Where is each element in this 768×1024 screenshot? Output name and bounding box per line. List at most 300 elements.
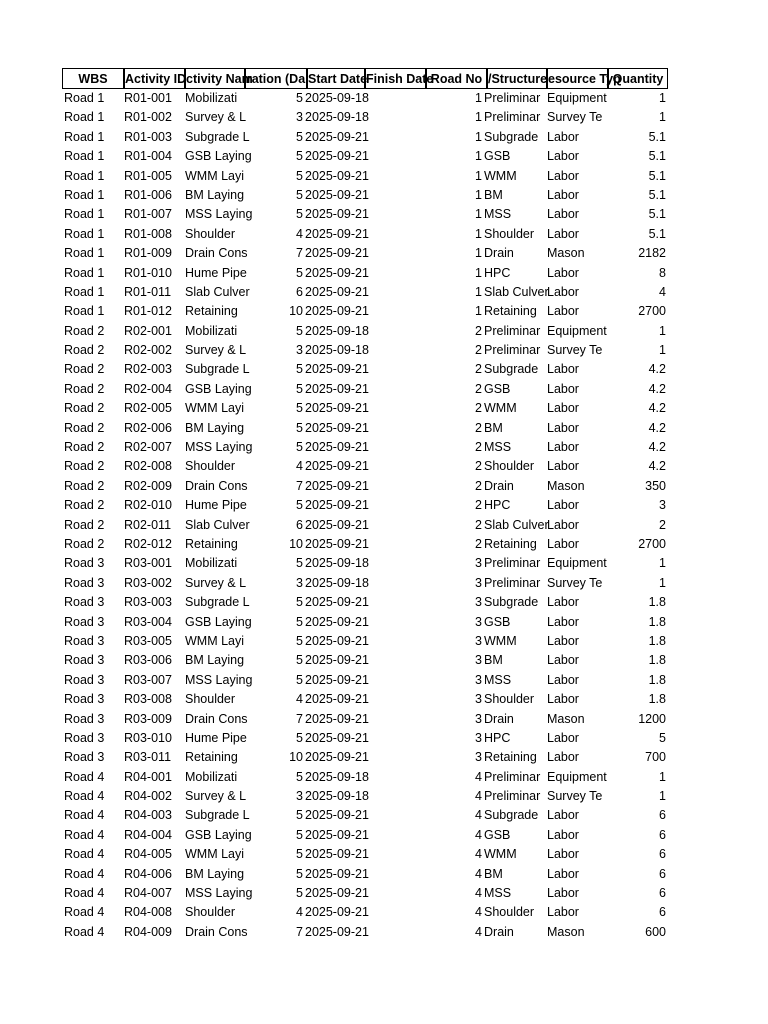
cell-activity-name[interactable]: Survey & L (185, 110, 247, 125)
cell-start-date[interactable]: 2025-09-21 (305, 284, 369, 299)
cell-activity-id[interactable]: R02-003 (124, 362, 172, 377)
cell-duration[interactable]: 4 (296, 459, 303, 474)
cell-duration[interactable]: 5 (296, 91, 303, 105)
cell-road-number[interactable]: 4 (475, 905, 482, 920)
cell-wbs[interactable]: Road 1 (64, 168, 105, 183)
cell-activity-name[interactable]: Mobilizati (185, 556, 238, 571)
cell-activity-id[interactable]: R02-009 (124, 478, 172, 493)
cell-resource-type[interactable]: Labor (547, 905, 579, 920)
cell-finish-date[interactable] (367, 593, 427, 612)
cell-activity-name[interactable]: Drain Cons (185, 711, 248, 726)
cell-resource-type[interactable]: Labor (547, 440, 579, 455)
cell-start-date[interactable]: 2025-09-18 (305, 556, 369, 571)
cell-wbs[interactable]: Road 4 (64, 886, 105, 901)
cell-wbs[interactable]: Road 1 (64, 110, 105, 125)
cell-structure[interactable]: Drain (484, 711, 514, 726)
cell-activity-name[interactable]: GSB Laying (185, 614, 252, 629)
cell-quantity[interactable]: 2700 (638, 536, 666, 551)
cell-start-date[interactable]: 2025-09-18 (305, 789, 369, 804)
cell-resource-type[interactable]: Survey Te (547, 343, 603, 358)
cell-structure[interactable]: HPC (484, 265, 511, 280)
cell-activity-name[interactable]: Mobilizati (185, 769, 238, 784)
cell-duration[interactable]: 5 (296, 265, 303, 280)
cell-road-number[interactable]: 2 (475, 323, 482, 338)
cell-resource-type[interactable]: Labor (547, 149, 579, 164)
cell-duration[interactable]: 5 (296, 381, 303, 396)
cell-resource-type[interactable]: Equipment (547, 769, 607, 784)
cell-activity-id[interactable]: R04-002 (124, 789, 172, 804)
cell-resource-type[interactable]: Mason (547, 246, 585, 261)
cell-activity-name[interactable]: Hume Pipe (185, 498, 247, 513)
cell-structure[interactable]: Retaining (484, 750, 537, 765)
cell-finish-date[interactable] (367, 826, 427, 845)
cell-duration[interactable]: 3 (296, 575, 303, 590)
cell-resource-type[interactable]: Labor (547, 401, 579, 416)
cell-quantity[interactable]: 1.8 (648, 692, 666, 707)
cell-wbs[interactable]: Road 3 (64, 692, 105, 707)
cell-quantity[interactable]: 4.2 (648, 362, 666, 377)
cell-start-date[interactable]: 2025-09-21 (305, 420, 369, 435)
cell-quantity[interactable]: 1 (659, 323, 666, 338)
cell-resource-type[interactable]: Labor (547, 420, 579, 435)
cell-resource-type[interactable]: Labor (547, 304, 579, 319)
cell-wbs[interactable]: Road 1 (64, 207, 105, 222)
cell-activity-id[interactable]: R02-008 (124, 459, 172, 474)
cell-activity-name[interactable]: Drain Cons (185, 924, 248, 939)
cell-resource-type[interactable]: Labor (547, 692, 579, 707)
cell-activity-name[interactable]: Shoulder (185, 692, 236, 707)
cell-road-number[interactable]: 1 (475, 168, 482, 183)
cell-activity-id[interactable]: R03-011 (124, 750, 172, 765)
cell-wbs[interactable]: Road 1 (64, 246, 105, 261)
cell-duration[interactable]: 5 (296, 730, 303, 745)
cell-road-number[interactable]: 3 (475, 750, 482, 765)
cell-start-date[interactable]: 2025-09-18 (305, 91, 369, 105)
cell-finish-date[interactable] (367, 147, 427, 166)
cell-road-number[interactable]: 1 (475, 207, 482, 222)
cell-quantity[interactable]: 5.1 (648, 168, 666, 183)
cell-road-number[interactable]: 3 (475, 730, 482, 745)
cell-activity-id[interactable]: R04-005 (124, 847, 172, 862)
cell-activity-id[interactable]: R02-012 (124, 536, 172, 551)
cell-resource-type[interactable]: Labor (547, 381, 579, 396)
cell-wbs[interactable]: Road 1 (64, 129, 105, 144)
cell-activity-name[interactable]: BM Laying (185, 187, 245, 202)
cell-start-date[interactable]: 2025-09-18 (305, 343, 369, 358)
cell-structure[interactable]: Subgrade (484, 362, 539, 377)
cell-duration[interactable]: 5 (296, 168, 303, 183)
cell-road-number[interactable]: 3 (475, 653, 482, 668)
cell-start-date[interactable]: 2025-09-18 (305, 323, 369, 338)
cell-quantity[interactable]: 3 (659, 498, 666, 513)
cell-quantity[interactable]: 1 (659, 91, 666, 105)
cell-structure[interactable]: GSB (484, 381, 511, 396)
cell-activity-id[interactable]: R02-006 (124, 420, 172, 435)
cell-start-date[interactable]: 2025-09-21 (305, 440, 369, 455)
cell-structure[interactable]: BM (484, 187, 503, 202)
cell-quantity[interactable]: 4.2 (648, 420, 666, 435)
cell-structure[interactable]: Slab Culver (484, 517, 549, 532)
cell-wbs[interactable]: Road 4 (64, 769, 105, 784)
header-wbs[interactable]: WBS (62, 68, 124, 89)
cell-activity-name[interactable]: Subgrade L (185, 362, 250, 377)
cell-activity-name[interactable]: Drain Cons (185, 246, 248, 261)
cell-structure[interactable]: BM (484, 866, 503, 881)
cell-activity-name[interactable]: MSS Laying (185, 886, 253, 901)
cell-quantity[interactable]: 600 (645, 924, 666, 939)
cell-road-number[interactable]: 1 (475, 265, 482, 280)
cell-quantity[interactable]: 1.8 (648, 653, 666, 668)
cell-wbs[interactable]: Road 3 (64, 633, 105, 648)
cell-quantity[interactable]: 1.8 (648, 633, 666, 648)
cell-finish-date[interactable] (367, 903, 427, 922)
cell-activity-id[interactable]: R04-006 (124, 866, 172, 881)
cell-activity-name[interactable]: BM Laying (185, 420, 245, 435)
cell-structure[interactable]: GSB (484, 149, 511, 164)
cell-structure[interactable]: HPC (484, 730, 511, 745)
cell-structure[interactable]: Drain (484, 246, 514, 261)
cell-road-number[interactable]: 1 (475, 226, 482, 241)
cell-activity-id[interactable]: R04-003 (124, 808, 172, 823)
cell-resource-type[interactable]: Labor (547, 536, 579, 551)
cell-activity-name[interactable]: Survey & L (185, 575, 247, 590)
cell-quantity[interactable]: 1.8 (648, 672, 666, 687)
cell-quantity[interactable]: 5.1 (648, 129, 666, 144)
cell-road-number[interactable]: 3 (475, 595, 482, 610)
cell-start-date[interactable]: 2025-09-21 (305, 750, 369, 765)
cell-start-date[interactable]: 2025-09-21 (305, 653, 369, 668)
cell-duration[interactable]: 5 (296, 808, 303, 823)
cell-structure[interactable]: Drain (484, 924, 514, 939)
cell-quantity[interactable]: 1 (659, 110, 666, 125)
cell-duration[interactable]: 5 (296, 556, 303, 571)
cell-quantity[interactable]: 1 (659, 556, 666, 571)
cell-duration[interactable]: 5 (296, 440, 303, 455)
cell-structure[interactable]: Shoulder (484, 459, 535, 474)
cell-quantity[interactable]: 700 (645, 750, 666, 765)
cell-wbs[interactable]: Road 2 (64, 343, 105, 358)
cell-quantity[interactable]: 1 (659, 789, 666, 804)
cell-structure[interactable]: BM (484, 653, 503, 668)
cell-start-date[interactable]: 2025-09-18 (305, 575, 369, 590)
cell-activity-name[interactable]: Subgrade L (185, 129, 250, 144)
cell-duration[interactable]: 7 (296, 246, 303, 261)
cell-resource-type[interactable]: Labor (547, 168, 579, 183)
cell-activity-name[interactable]: MSS Laying (185, 440, 253, 455)
cell-duration[interactable]: 4 (296, 226, 303, 241)
cell-road-number[interactable]: 4 (475, 886, 482, 901)
cell-road-number[interactable]: 2 (475, 517, 482, 532)
cell-finish-date[interactable] (367, 89, 427, 108)
cell-finish-date[interactable] (367, 477, 427, 496)
cell-resource-type[interactable]: Labor (547, 362, 579, 377)
cell-activity-name[interactable]: Shoulder (185, 905, 236, 920)
cell-start-date[interactable]: 2025-09-21 (305, 595, 369, 610)
cell-finish-date[interactable] (367, 729, 427, 748)
cell-activity-id[interactable]: R02-002 (124, 343, 172, 358)
cell-road-number[interactable]: 1 (475, 91, 482, 105)
cell-start-date[interactable]: 2025-09-21 (305, 924, 369, 939)
cell-road-number[interactable]: 4 (475, 827, 482, 842)
cell-activity-name[interactable]: WMM Layi (185, 168, 245, 183)
cell-finish-date[interactable] (367, 283, 427, 302)
cell-wbs[interactable]: Road 1 (64, 304, 105, 319)
cell-start-date[interactable]: 2025-09-21 (305, 866, 369, 881)
cell-quantity[interactable]: 5.1 (648, 207, 666, 222)
cell-quantity[interactable]: 2 (659, 517, 666, 532)
cell-quantity[interactable]: 4.2 (648, 440, 666, 455)
cell-activity-id[interactable]: R03-002 (124, 575, 172, 590)
cell-resource-type[interactable]: Labor (547, 265, 579, 280)
cell-activity-id[interactable]: R03-010 (124, 730, 172, 745)
cell-wbs[interactable]: Road 3 (64, 730, 105, 745)
cell-road-number[interactable]: 4 (475, 924, 482, 939)
header-quantity[interactable]: Quantity (608, 68, 668, 89)
cell-activity-id[interactable]: R01-002 (124, 110, 172, 125)
cell-road-number[interactable]: 2 (475, 343, 482, 358)
cell-finish-date[interactable] (367, 516, 427, 535)
cell-structure[interactable]: Preliminar (484, 343, 541, 358)
cell-wbs[interactable]: Road 4 (64, 808, 105, 823)
cell-structure[interactable]: Preliminar (484, 323, 541, 338)
cell-activity-name[interactable]: Survey & L (185, 343, 247, 358)
cell-finish-date[interactable] (367, 244, 427, 263)
cell-road-number[interactable]: 2 (475, 420, 482, 435)
cell-road-number[interactable]: 3 (475, 672, 482, 687)
cell-duration[interactable]: 7 (296, 924, 303, 939)
cell-activity-name[interactable]: Drain Cons (185, 478, 248, 493)
cell-activity-name[interactable]: WMM Layi (185, 847, 245, 862)
cell-quantity[interactable]: 6 (659, 847, 666, 862)
cell-road-number[interactable]: 4 (475, 808, 482, 823)
cell-activity-name[interactable]: GSB Laying (185, 827, 252, 842)
cell-finish-date[interactable] (367, 613, 427, 632)
cell-quantity[interactable]: 5.1 (648, 226, 666, 241)
cell-quantity[interactable]: 350 (645, 478, 666, 493)
cell-quantity[interactable]: 2700 (638, 304, 666, 319)
cell-structure[interactable]: Retaining (484, 536, 537, 551)
cell-wbs[interactable]: Road 4 (64, 789, 105, 804)
cell-start-date[interactable]: 2025-09-21 (305, 905, 369, 920)
cell-duration[interactable]: 5 (296, 362, 303, 377)
cell-road-number[interactable]: 3 (475, 711, 482, 726)
cell-start-date[interactable]: 2025-09-21 (305, 847, 369, 862)
cell-activity-name[interactable]: Retaining (185, 750, 238, 765)
cell-wbs[interactable]: Road 2 (64, 420, 105, 435)
header-structure[interactable]: /Structure (487, 68, 547, 89)
cell-start-date[interactable]: 2025-09-21 (305, 459, 369, 474)
cell-duration[interactable]: 3 (296, 110, 303, 125)
cell-activity-name[interactable]: Slab Culver (185, 517, 250, 532)
cell-activity-id[interactable]: R01-004 (124, 149, 172, 164)
cell-quantity[interactable]: 6 (659, 866, 666, 881)
cell-resource-type[interactable]: Labor (547, 750, 579, 765)
cell-structure[interactable]: Shoulder (484, 692, 535, 707)
cell-activity-id[interactable]: R01-012 (124, 304, 172, 319)
cell-resource-type[interactable]: Survey Te (547, 575, 603, 590)
cell-activity-id[interactable]: R03-006 (124, 653, 172, 668)
cell-road-number[interactable]: 1 (475, 187, 482, 202)
cell-activity-id[interactable]: R04-009 (124, 924, 172, 939)
cell-activity-id[interactable]: R02-007 (124, 440, 172, 455)
cell-start-date[interactable]: 2025-09-21 (305, 711, 369, 726)
cell-resource-type[interactable]: Labor (547, 653, 579, 668)
cell-wbs[interactable]: Road 1 (64, 187, 105, 202)
cell-duration[interactable]: 5 (296, 498, 303, 513)
cell-activity-name[interactable]: Hume Pipe (185, 265, 247, 280)
cell-activity-name[interactable]: Hume Pipe (185, 730, 247, 745)
cell-resource-type[interactable]: Survey Te (547, 110, 603, 125)
cell-wbs[interactable]: Road 1 (64, 149, 105, 164)
cell-resource-type[interactable]: Labor (547, 866, 579, 881)
cell-quantity[interactable]: 6 (659, 827, 666, 842)
cell-finish-date[interactable] (367, 710, 427, 729)
cell-duration[interactable]: 5 (296, 866, 303, 881)
cell-duration[interactable]: 7 (296, 711, 303, 726)
cell-resource-type[interactable]: Mason (547, 478, 585, 493)
cell-activity-id[interactable]: R01-010 (124, 265, 172, 280)
cell-activity-name[interactable]: WMM Layi (185, 401, 245, 416)
cell-start-date[interactable]: 2025-09-21 (305, 536, 369, 551)
cell-finish-date[interactable] (367, 264, 427, 283)
cell-quantity[interactable]: 5.1 (648, 187, 666, 202)
cell-resource-type[interactable]: Mason (547, 711, 585, 726)
cell-start-date[interactable]: 2025-09-21 (305, 129, 369, 144)
cell-quantity[interactable]: 1 (659, 343, 666, 358)
cell-start-date[interactable]: 2025-09-21 (305, 226, 369, 241)
cell-activity-name[interactable]: WMM Layi (185, 633, 245, 648)
cell-quantity[interactable]: 4 (659, 284, 666, 299)
cell-wbs[interactable]: Road 3 (64, 672, 105, 687)
cell-start-date[interactable]: 2025-09-21 (305, 478, 369, 493)
cell-finish-date[interactable] (367, 322, 427, 341)
cell-structure[interactable]: Preliminar (484, 769, 541, 784)
cell-resource-type[interactable]: Labor (547, 129, 579, 144)
cell-resource-type[interactable]: Labor (547, 847, 579, 862)
cell-structure[interactable]: Preliminar (484, 110, 541, 125)
cell-wbs[interactable]: Road 2 (64, 381, 105, 396)
header-start-date[interactable]: Start Date (307, 68, 365, 89)
cell-activity-id[interactable]: R01-007 (124, 207, 172, 222)
cell-road-number[interactable]: 2 (475, 536, 482, 551)
cell-road-number[interactable]: 1 (475, 149, 482, 164)
cell-finish-date[interactable] (367, 128, 427, 147)
cell-activity-name[interactable]: Survey & L (185, 789, 247, 804)
cell-wbs[interactable]: Road 4 (64, 924, 105, 939)
cell-activity-id[interactable]: R01-001 (124, 91, 172, 105)
cell-duration[interactable]: 5 (296, 595, 303, 610)
cell-quantity[interactable]: 1200 (638, 711, 666, 726)
cell-start-date[interactable]: 2025-09-21 (305, 730, 369, 745)
cell-wbs[interactable]: Road 3 (64, 556, 105, 571)
header-road-no[interactable]: Road No (426, 68, 487, 89)
cell-duration[interactable]: 4 (296, 905, 303, 920)
cell-activity-id[interactable]: R01-009 (124, 246, 172, 261)
cell-duration[interactable]: 5 (296, 827, 303, 842)
cell-duration[interactable]: 3 (296, 343, 303, 358)
cell-duration[interactable]: 5 (296, 129, 303, 144)
cell-finish-date[interactable] (367, 380, 427, 399)
header-activity-id[interactable]: Activity ID (124, 68, 185, 89)
cell-resource-type[interactable]: Equipment (547, 323, 607, 338)
cell-wbs[interactable]: Road 2 (64, 323, 105, 338)
cell-activity-id[interactable]: R04-007 (124, 886, 172, 901)
cell-finish-date[interactable] (367, 787, 427, 806)
cell-activity-name[interactable]: Mobilizati (185, 323, 238, 338)
cell-finish-date[interactable] (367, 632, 427, 651)
cell-activity-id[interactable]: R03-001 (124, 556, 172, 571)
cell-start-date[interactable]: 2025-09-21 (305, 886, 369, 901)
cell-wbs[interactable]: Road 1 (64, 265, 105, 280)
cell-wbs[interactable]: Road 2 (64, 517, 105, 532)
cell-road-number[interactable]: 2 (475, 362, 482, 377)
cell-resource-type[interactable]: Labor (547, 498, 579, 513)
cell-structure[interactable]: Subgrade (484, 595, 539, 610)
cell-wbs[interactable]: Road 4 (64, 827, 105, 842)
cell-wbs[interactable]: Road 2 (64, 440, 105, 455)
cell-start-date[interactable]: 2025-09-21 (305, 149, 369, 164)
cell-activity-name[interactable]: Retaining (185, 536, 238, 551)
cell-quantity[interactable]: 5 (659, 730, 666, 745)
cell-finish-date[interactable] (367, 768, 427, 787)
cell-structure[interactable]: WMM (484, 633, 517, 648)
cell-activity-name[interactable]: Subgrade L (185, 808, 250, 823)
cell-finish-date[interactable] (367, 574, 427, 593)
cell-road-number[interactable]: 1 (475, 110, 482, 125)
cell-road-number[interactable]: 3 (475, 556, 482, 571)
cell-activity-id[interactable]: R02-001 (124, 323, 172, 338)
cell-quantity[interactable]: 4.2 (648, 459, 666, 474)
cell-duration[interactable]: 10 (289, 750, 303, 765)
cell-start-date[interactable]: 2025-09-21 (305, 517, 369, 532)
cell-duration[interactable]: 6 (296, 284, 303, 299)
cell-wbs[interactable]: Road 2 (64, 401, 105, 416)
cell-wbs[interactable]: Road 4 (64, 866, 105, 881)
cell-finish-date[interactable] (367, 923, 427, 942)
cell-start-date[interactable]: 2025-09-21 (305, 246, 369, 261)
cell-road-number[interactable]: 4 (475, 789, 482, 804)
cell-start-date[interactable]: 2025-09-21 (305, 827, 369, 842)
cell-activity-name[interactable]: MSS Laying (185, 672, 253, 687)
cell-activity-name[interactable]: GSB Laying (185, 381, 252, 396)
cell-finish-date[interactable] (367, 438, 427, 457)
cell-resource-type[interactable]: Labor (547, 595, 579, 610)
header-finish-date[interactable]: Finish Date (365, 68, 426, 89)
cell-structure[interactable]: MSS (484, 886, 512, 901)
cell-road-number[interactable]: 3 (475, 633, 482, 648)
cell-finish-date[interactable] (367, 360, 427, 379)
cell-road-number[interactable]: 3 (475, 575, 482, 590)
cell-start-date[interactable]: 2025-09-21 (305, 207, 369, 222)
cell-structure[interactable]: Shoulder (484, 905, 535, 920)
cell-resource-type[interactable]: Survey Te (547, 789, 603, 804)
cell-start-date[interactable]: 2025-09-21 (305, 304, 369, 319)
cell-structure[interactable]: Drain (484, 478, 514, 493)
cell-activity-name[interactable]: Slab Culver (185, 284, 250, 299)
cell-structure[interactable]: Subgrade (484, 129, 539, 144)
cell-quantity[interactable]: 4.2 (648, 381, 666, 396)
cell-wbs[interactable]: Road 2 (64, 498, 105, 513)
cell-quantity[interactable]: 6 (659, 886, 666, 901)
cell-duration[interactable]: 5 (296, 769, 303, 784)
cell-resource-type[interactable]: Labor (547, 808, 579, 823)
cell-structure[interactable]: MSS (484, 207, 512, 222)
cell-activity-name[interactable]: MSS Laying (185, 207, 253, 222)
cell-road-number[interactable]: 1 (475, 129, 482, 144)
cell-wbs[interactable]: Road 1 (64, 91, 105, 105)
cell-finish-date[interactable] (367, 535, 427, 554)
cell-start-date[interactable]: 2025-09-21 (305, 187, 369, 202)
